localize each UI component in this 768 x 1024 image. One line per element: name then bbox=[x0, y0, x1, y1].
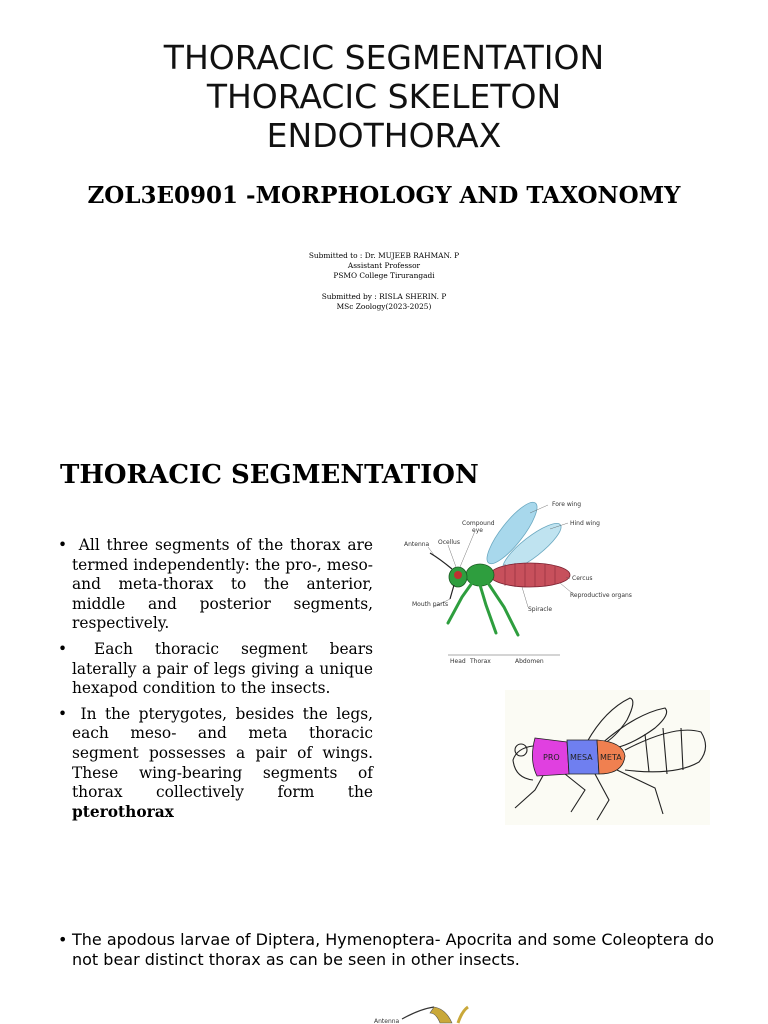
bottom-bullet bbox=[58, 930, 732, 970]
label-mesa: MESA bbox=[570, 753, 593, 762]
label-antenna-fig3: Antenna bbox=[374, 1018, 400, 1024]
bullet-icon: • bbox=[58, 536, 68, 554]
title-line-1: THORACIC SEGMENTATION bbox=[163, 38, 605, 77]
label-reproductive: Reproductive organs bbox=[570, 592, 632, 599]
bullet-text: Each thoracic segment bears laterally a pair of legs giving a unique hexapod condition to the insects. bbox=[72, 639, 373, 698]
bold-term: pterothorax bbox=[72, 802, 174, 821]
abdomen-shape bbox=[490, 563, 570, 587]
bullet-text: All three segments of the thorax are termed independently: the pro-, meso- and meta-thorax to the anterior, middle and posterior segments, respectively. bbox=[72, 536, 373, 633]
bullet-icon: • bbox=[58, 704, 68, 723]
student-program: MSc Zoology(2023-2025) bbox=[336, 301, 432, 311]
submitted-to: Submitted to : Dr. MUJEEB RAHMAN. P bbox=[308, 251, 460, 260]
insect-anatomy-figure bbox=[400, 495, 648, 670]
bullet-icon: • bbox=[58, 639, 68, 658]
supervisor-role: Assistant Professor bbox=[347, 261, 421, 271]
label-hind-wing: Hind wing bbox=[570, 520, 600, 527]
list-item bbox=[58, 536, 373, 634]
thorax-shape bbox=[466, 564, 494, 586]
college-name: PSMO College Tirurangadi bbox=[333, 271, 435, 281]
label-head: Head bbox=[450, 658, 466, 665]
label-pro: PRO bbox=[543, 753, 560, 762]
thoracic-segments-figure bbox=[505, 690, 710, 825]
list-item bbox=[58, 705, 373, 823]
bottom-bullet-text: The apodous larvae of Diptera, Hymenoptera- Apocrita and some Coleoptera do not bear distinct thorax as can be seen in other insects. bbox=[72, 930, 715, 969]
bullet-list bbox=[58, 536, 373, 828]
course-title: ZOL3E0901 -MORPHOLOGY AND TAXONOMY bbox=[87, 182, 681, 209]
compound-eye-shape bbox=[454, 571, 462, 579]
larva-figure bbox=[222, 1003, 472, 1024]
label-compound-eye-2: eye bbox=[472, 527, 483, 534]
main-title bbox=[0, 38, 768, 155]
section-heading: THORACIC SEGMENTATION bbox=[60, 460, 479, 490]
submission-block bbox=[0, 251, 768, 312]
label-compound-eye: Compound bbox=[462, 520, 495, 527]
label-meta: META bbox=[600, 753, 622, 762]
title-line-2: THORACIC SKELETON bbox=[206, 77, 562, 116]
bullet-icon: • bbox=[58, 930, 68, 949]
title-line-3: ENDOTHORAX bbox=[266, 116, 502, 155]
label-antenna: Antenna bbox=[404, 541, 430, 548]
label-abdomen: Abdomen bbox=[515, 658, 544, 665]
label-mouth-parts: Mouth parts bbox=[412, 601, 449, 608]
submitted-by: Submitted by : RISLA SHERIN. P bbox=[321, 291, 447, 301]
label-spiracle: Spiracle bbox=[528, 606, 553, 613]
list-item bbox=[58, 640, 373, 699]
bullet-text: In the pterygotes, besides the legs, each meso- and meta thoracic segment possesses a pair of wings. These wing-bearing segments of thorax collectively form the bbox=[72, 704, 373, 802]
label-fore-wing: Fore wing bbox=[552, 501, 582, 508]
label-cercus: Cercus bbox=[572, 575, 593, 582]
label-ocellus: Ocellus bbox=[438, 539, 460, 546]
label-thorax: Thorax bbox=[470, 658, 491, 665]
